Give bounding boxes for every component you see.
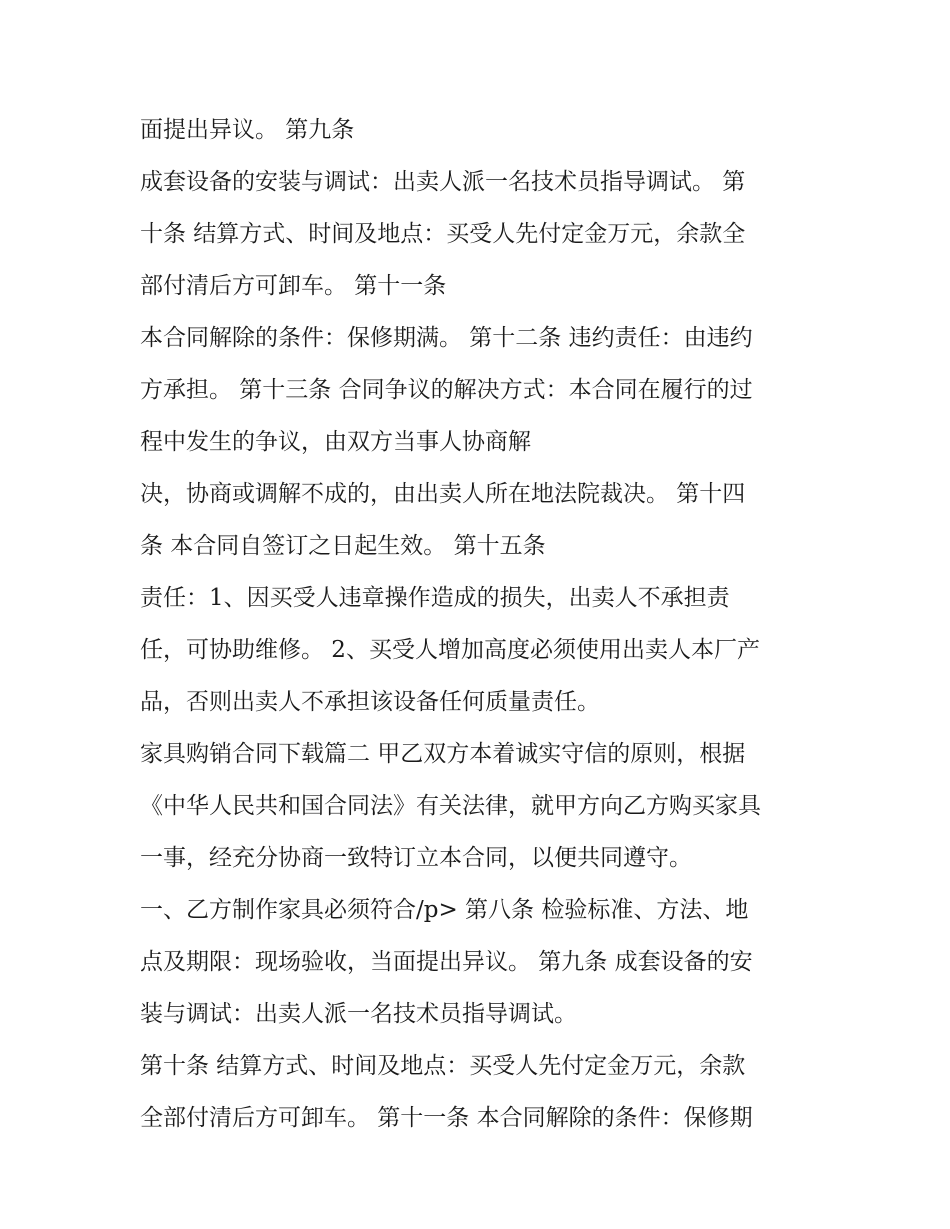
text-line: 一事，经充分协商一致特订立本合同，以便共同遵守。 <box>140 845 692 871</box>
text-line: 决，协商或调解不成的，由出卖人所在地法院裁决。 第十四 <box>140 481 746 507</box>
text-line: 第十条 结算方式、时间及地点：买受人先付定金万元，余款 <box>140 1053 746 1079</box>
text-line: 部付清后方可卸车。 第十一条 <box>140 273 447 299</box>
text-line: 责任：1、因买受人违章操作造成的损失，出卖人不承担责 <box>140 585 730 611</box>
text-line: 方承担。 第十三条 合同争议的解决方式：本合同在履行的过 <box>140 377 753 403</box>
text-line: 点及期限：现场验收，当面提出异议。 第九条 成套设备的安 <box>140 949 753 975</box>
text-line: 任，可协助维修。 2、买受人增加高度必须使用出卖人本厂产 <box>140 637 760 663</box>
text-line: 面提出异议。 第九条 <box>140 117 355 143</box>
text-line: 十条 结算方式、时间及地点：买受人先付定金万元，余款全 <box>140 221 746 247</box>
text-line: 《中华人民共和国合同法》有关法律，就甲方向乙方购买家具 <box>140 793 761 819</box>
text-line: 品，否则出卖人不承担该设备任何质量责任。 <box>140 689 600 715</box>
text-line: 一、乙方制作家具必须符合/p> 第八条 检验标准、方法、地 <box>140 897 749 923</box>
text-line: 程中发生的争议，由双方当事人协商解 <box>140 429 531 455</box>
document-body <box>140 104 830 1144</box>
text-line: 家具购销合同下载篇二 甲乙双方本着诚实守信的原则，根据 <box>140 741 746 767</box>
text-line: 条 本合同自签订之日起生效。 第十五条 <box>140 533 546 559</box>
text-line: 本合同解除的条件：保修期满。 第十二条 违约责任：由违约 <box>140 325 753 351</box>
text-line: 装与调试：出卖人派一名技术员指导调试。 <box>140 1001 577 1027</box>
text-line: 成套设备的安装与调试：出卖人派一名技术员指导调试。 第 <box>140 169 746 195</box>
text-line: 全部付清后方可卸车。 第十一条 本合同解除的条件：保修期 <box>140 1105 753 1131</box>
